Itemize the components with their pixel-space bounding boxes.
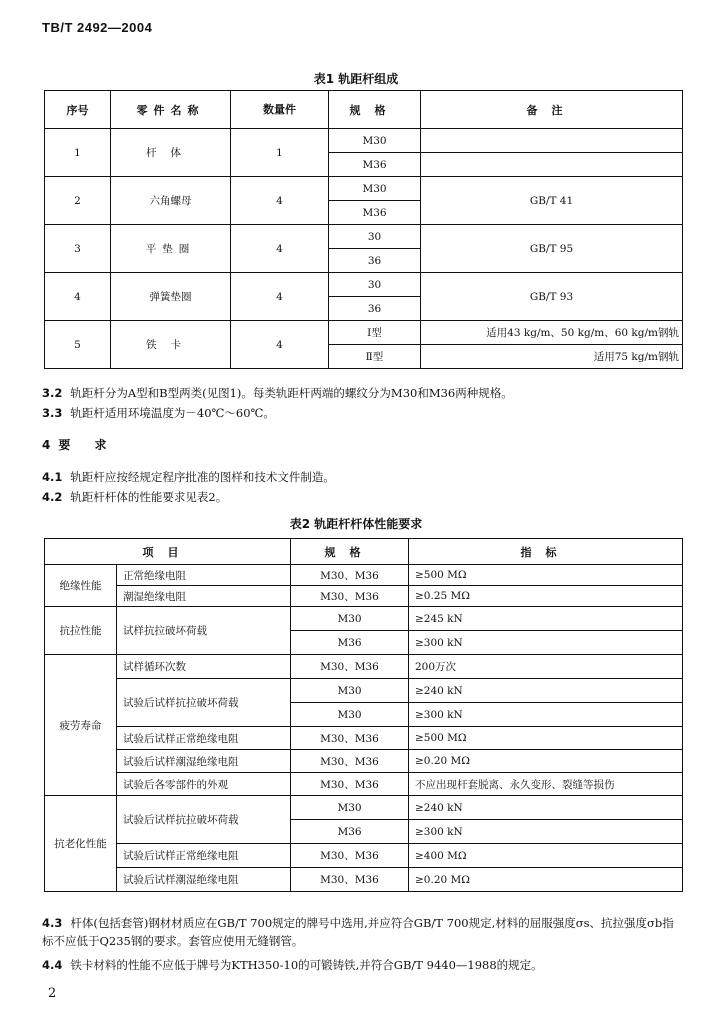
row-no: 3 (45, 225, 111, 273)
index: ≥500 MΩ (409, 565, 683, 586)
part-name: 弹簧垫圈 (111, 273, 231, 321)
para-number: 3.2 (42, 386, 63, 400)
index: ≥500 MΩ (409, 727, 683, 750)
item: 试验后试样潮湿绝缘电阻 (117, 868, 291, 892)
remark: GB/T 41 (421, 177, 683, 225)
para-text: 轨距杆杆体的性能要求见表2。 (70, 490, 228, 504)
remark (421, 153, 683, 177)
quantity: 4 (231, 225, 329, 273)
row-no: 4 (45, 273, 111, 321)
table2 (44, 538, 683, 892)
spec: M30、M36 (291, 565, 409, 586)
item: 试验后试样潮湿绝缘电阻 (117, 750, 291, 773)
table2-caption: 表2 轨距杆杆体性能要求 (289, 517, 423, 531)
index: 不应出现杆套脱离、永久变形、裂缝等损伤 (409, 773, 683, 796)
para-number: 3.3 (42, 406, 63, 420)
header-item: 项目 (45, 539, 291, 565)
spec: M30、M36 (291, 844, 409, 868)
para-text: 杆体(包括套管)钢材材质应在GB/T 700规定的牌号中选用,并应符合GB/T 700规定,材料的屈服强度σs、抗拉强度σb指标不应低于Q235钢的要求。套管应使用无缝钢管。 (42, 916, 674, 948)
spec: Ⅰ型 (329, 321, 421, 345)
item: 试样循环次数 (117, 655, 291, 679)
header-index: 指标 (409, 539, 683, 565)
row-no: 5 (45, 321, 111, 369)
table-row (45, 796, 683, 820)
paragraph-4-4 (42, 956, 682, 974)
table-row (45, 321, 683, 345)
table-row (45, 607, 683, 631)
spec: 36 (329, 297, 421, 321)
remark (421, 129, 683, 153)
paragraph-4-3 (42, 914, 682, 950)
table-row (45, 868, 683, 892)
item: 试验后试样正常绝缘电阻 (117, 727, 291, 750)
paragraph-3-3 (42, 404, 682, 422)
item: 正常绝缘电阻 (117, 565, 291, 586)
spec: M36 (291, 820, 409, 844)
index: ≥400 MΩ (409, 844, 683, 868)
header-spec: 规格 (291, 539, 409, 565)
para-number: 4.4 (42, 958, 63, 972)
index: ≥300 kN (409, 820, 683, 844)
part-name: 平垫圈 (111, 225, 231, 273)
table-row (45, 727, 683, 750)
remark: 适用43 kg/m、50 kg/m、60 kg/m钢轨 (421, 321, 683, 345)
para-text: 铁卡材料的性能不应低于牌号为KTH350-10的可锻铸铁,并符合GB/T 9440—1988的规定。 (70, 958, 543, 972)
spec: Ⅱ型 (329, 345, 421, 369)
table1-header-row (45, 91, 683, 129)
part-name: 杆体 (111, 129, 231, 177)
header-spec: 规格 (329, 91, 421, 129)
table-row (45, 773, 683, 796)
item: 试验后试样正常绝缘电阻 (117, 844, 291, 868)
table-row (45, 750, 683, 773)
spec: M30、M36 (291, 868, 409, 892)
spec: M30 (329, 177, 421, 201)
spec: 30 (329, 273, 421, 297)
table-row (45, 586, 683, 607)
index: ≥245 kN (409, 607, 683, 631)
spec: M30 (329, 129, 421, 153)
table-row (45, 225, 683, 249)
remark: GB/T 95 (421, 225, 683, 273)
row-no: 2 (45, 177, 111, 225)
part-name: 铁卡 (111, 321, 231, 369)
table-row (45, 565, 683, 586)
para-text: 轨距杆应按经规定程序批准的图样和技术文件制造。 (70, 470, 335, 484)
group-aging: 抗老化性能 (45, 796, 117, 892)
item: 潮湿绝缘电阻 (117, 586, 291, 607)
page-number: 2 (48, 986, 57, 1001)
spec: M30 (291, 607, 409, 631)
item: 试验后各零部件的外观 (117, 773, 291, 796)
quantity: 4 (231, 321, 329, 369)
index: ≥0.20 MΩ (409, 750, 683, 773)
group-fatigue: 疲劳寿命 (45, 655, 117, 796)
table-row (45, 177, 683, 201)
spec: M36 (291, 631, 409, 655)
index: ≥300 kN (409, 631, 683, 655)
index: ≥240 kN (409, 679, 683, 703)
remark: 适用75 kg/m钢轨 (421, 345, 683, 369)
header-remark: 备注 (421, 91, 683, 129)
standard-code: TB/T 2492—2004 (42, 20, 153, 35)
para-number: 4.1 (42, 470, 63, 484)
spec: M30 (291, 703, 409, 727)
table-row (45, 273, 683, 297)
spec: M30、M36 (291, 655, 409, 679)
spec: M36 (329, 153, 421, 177)
spec: M30、M36 (291, 750, 409, 773)
para-number: 4.2 (42, 490, 63, 504)
spec: 30 (329, 225, 421, 249)
remark: GB/T 93 (421, 273, 683, 321)
heading-text: 要 求 (58, 438, 117, 452)
section-4-heading (42, 436, 682, 454)
table1 (44, 90, 683, 369)
para-number: 4.3 (42, 916, 63, 930)
table1-caption: 表1 轨距杆组成 (313, 72, 399, 86)
table-row (45, 129, 683, 153)
index: 200万次 (409, 655, 683, 679)
quantity: 1 (231, 129, 329, 177)
spec: M30、M36 (291, 586, 409, 607)
group-tensile: 抗拉性能 (45, 607, 117, 655)
spec: M30、M36 (291, 727, 409, 750)
row-no: 1 (45, 129, 111, 177)
part-name: 六角螺母 (111, 177, 231, 225)
quantity: 4 (231, 273, 329, 321)
item: 试样抗拉破坏荷载 (117, 607, 291, 655)
group-insulation: 绝缘性能 (45, 565, 117, 607)
paragraph-3-2 (42, 384, 682, 402)
header-no: 序号 (45, 91, 111, 129)
paragraph-4-2 (42, 488, 682, 506)
table2-header-row (45, 539, 683, 565)
table-row (45, 679, 683, 703)
spec: M36 (329, 201, 421, 225)
para-text: 轨距杆分为A型和B型两类(见图1)。每类轨距杆两端的螺纹分为M30和M36两种规格。 (70, 386, 513, 400)
header-quantity: 数量件 (231, 91, 329, 129)
heading-number: 4 (42, 438, 51, 452)
table-row (45, 655, 683, 679)
item: 试验后试样抗拉破坏荷载 (117, 796, 291, 844)
table-row (45, 844, 683, 868)
paragraph-4-1 (42, 468, 682, 486)
para-text: 轨距杆适用环境温度为－40℃～60℃。 (70, 406, 275, 420)
index: ≥240 kN (409, 796, 683, 820)
index: ≥300 kN (409, 703, 683, 727)
index: ≥0.25 MΩ (409, 586, 683, 607)
spec: M30 (291, 679, 409, 703)
item: 试验后试样抗拉破坏荷载 (117, 679, 291, 727)
spec: 36 (329, 249, 421, 273)
header-part-name: 零件名称 (111, 91, 231, 129)
spec: M30 (291, 796, 409, 820)
index: ≥0.20 MΩ (409, 868, 683, 892)
spec: M30、M36 (291, 773, 409, 796)
quantity: 4 (231, 177, 329, 225)
